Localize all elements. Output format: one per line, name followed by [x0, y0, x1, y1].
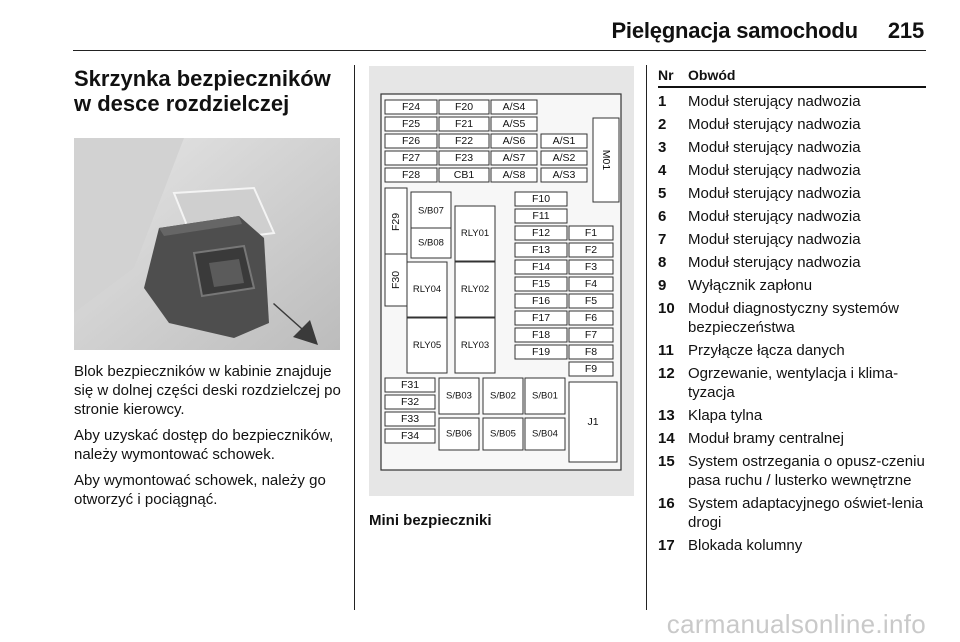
table-row [658, 276, 926, 295]
fuse-label: F7 [584, 329, 598, 341]
fuse-label: F12 [531, 227, 551, 239]
fuse-label: F30 [390, 270, 402, 290]
fuse-label: F18 [531, 329, 551, 341]
row-number: 13 [658, 407, 675, 424]
table-row [658, 92, 926, 111]
fuse-label: RLY02 [460, 284, 490, 295]
diagram-caption: Mini bezpieczniki [369, 512, 492, 529]
fuse-label: S/B05 [490, 428, 516, 440]
fuse-label: F15 [531, 278, 551, 290]
table-row [658, 341, 926, 360]
row-description: Moduł sterujący nadwozia [688, 139, 861, 156]
paragraph: Aby uzyskać dostęp do bezpieczników, należy wymontować schowek. [74, 427, 334, 463]
fuse-label: F26 [401, 135, 421, 147]
fuse-label: F27 [401, 152, 421, 164]
table-row [658, 115, 926, 134]
row-number: 4 [658, 162, 667, 179]
row-description: Moduł diagnostyczny systemów bezpieczeństwa [688, 300, 899, 336]
fuse-label: A/S7 [502, 152, 526, 164]
fuse-label: F6 [584, 312, 598, 324]
body-text [74, 362, 342, 509]
fuse-label: S/B01 [532, 390, 558, 402]
fuse-label: RLY05 [412, 340, 442, 351]
col-circuit-header: Obwód [688, 67, 736, 83]
fuse-label: F31 [400, 379, 420, 391]
row-number: 15 [658, 453, 675, 470]
row-number: 10 [658, 300, 675, 317]
row-number: 1 [658, 93, 667, 110]
row-number: 7 [658, 231, 667, 248]
fuse-label: M01 [600, 149, 612, 171]
fuse-label: F14 [531, 261, 551, 273]
fuse-label: CB1 [453, 169, 475, 181]
fuse-label: F19 [531, 346, 551, 358]
row-description: Moduł sterujący nadwozia [688, 254, 861, 271]
fuse-label: A/S6 [502, 135, 526, 147]
fuse-label: RLY04 [412, 284, 442, 295]
row-number: 12 [658, 365, 675, 382]
table-row [658, 253, 926, 272]
row-description: Blokada kolumny [688, 537, 803, 554]
fuse-label: F34 [400, 430, 420, 442]
row-description: Wyłącznik zapłonu [688, 277, 813, 294]
fuse-label: F24 [401, 101, 421, 113]
fuse-label: A/S1 [552, 135, 576, 147]
table-row [658, 494, 926, 532]
row-number: 17 [658, 537, 675, 554]
table-header [658, 66, 926, 88]
page-number: 215 [887, 18, 924, 43]
fuse-label: F13 [531, 244, 551, 256]
table-row [658, 161, 926, 180]
row-description: Moduł sterujący nadwozia [688, 162, 861, 179]
fuse-label: A/S8 [502, 169, 526, 181]
fuse-label: F33 [400, 413, 420, 425]
left-column [74, 66, 342, 516]
row-number: 9 [658, 277, 667, 294]
table-row [658, 184, 926, 203]
fuse-label: S/B02 [490, 390, 516, 402]
fuse-label: F1 [584, 227, 598, 239]
section-title: Skrzynka bezpieczników w desce rozdzielczej [74, 66, 331, 116]
fuse-label: F17 [531, 312, 551, 324]
table-row [658, 536, 926, 555]
row-number: 14 [658, 430, 675, 447]
fuse-label: F11 [532, 210, 550, 222]
fuse-label: F2 [584, 244, 598, 256]
row-description: Moduł sterujący nadwozia [688, 116, 861, 133]
fuse-label: F5 [584, 295, 598, 307]
fuse-label: F32 [400, 396, 420, 408]
fuse-label: F8 [584, 346, 598, 358]
row-number: 16 [658, 495, 675, 512]
fuse-label: S/B07 [418, 205, 444, 217]
table-row [658, 364, 926, 402]
fuse-label: S/B08 [418, 237, 444, 249]
header-rule [73, 50, 926, 51]
column-divider-right [646, 65, 647, 610]
fuse-label: A/S3 [552, 169, 576, 181]
fuse-label: F25 [401, 118, 421, 130]
fuse-label: F22 [454, 135, 474, 147]
table-row [658, 230, 926, 249]
fuse-box-photo [74, 138, 340, 350]
row-number: 5 [658, 185, 667, 202]
row-description: System adaptacyjnego oświet-lenia drogi [688, 495, 924, 531]
column-divider-left [354, 65, 355, 610]
paragraph: Aby wymontować schowek, należy go otworzyć i pociągnąć. [74, 472, 326, 508]
table-row [658, 452, 926, 490]
page-header [611, 18, 924, 44]
row-number: 11 [658, 342, 674, 359]
fuse-label: S/B04 [532, 428, 558, 440]
fuse-label: F16 [531, 295, 551, 307]
fuse-diagram [369, 66, 634, 496]
fuse-label: S/B06 [446, 428, 472, 440]
fuse-label: A/S4 [502, 101, 526, 113]
fuse-label: F28 [401, 169, 421, 181]
table-row [658, 429, 926, 448]
fuse-label: F4 [584, 278, 598, 290]
row-description: Klapa tylna [688, 407, 763, 424]
table-row [658, 406, 926, 425]
row-description: System ostrzegania o opusz-czeniu pasa ruchu / lusterko wewnętrzne [688, 453, 925, 489]
fuse-label: F20 [454, 101, 474, 113]
row-description: Przyłącze łącza danych [688, 342, 845, 359]
chapter-title: Pielęgnacja samochodu [611, 18, 858, 43]
row-description: Moduł sterujący nadwozia [688, 231, 861, 248]
table-row [658, 299, 926, 337]
fuse-label: J1 [587, 416, 599, 428]
fuse-label: F9 [584, 363, 598, 375]
row-number: 3 [658, 139, 667, 156]
fuse-label: RLY03 [460, 340, 490, 351]
row-number: 6 [658, 208, 667, 225]
row-number: 8 [658, 254, 667, 271]
col-nr-header: Nr [658, 67, 674, 83]
paragraph: Blok bezpieczników w kabinie znajduje się w dolnej części deski rozdzielczej po stronie kierowcy. [74, 363, 341, 418]
fuse-label: F21 [454, 118, 474, 130]
fuse-table [658, 92, 926, 555]
table-row [658, 207, 926, 226]
row-description: Moduł sterujący nadwozia [688, 93, 861, 110]
fuse-label: F10 [531, 193, 551, 205]
table-row [658, 138, 926, 157]
row-description: Moduł sterujący nadwozia [688, 185, 861, 202]
fuse-label: A/S2 [552, 152, 576, 164]
row-number: 2 [658, 116, 667, 133]
row-description: Moduł bramy centralnej [688, 430, 844, 447]
fuse-label: RLY01 [460, 228, 490, 239]
row-description: Ogrzewanie, wentylacja i klima-tyzacja [688, 365, 899, 401]
watermark: carmanualsonline.info [666, 609, 926, 639]
fuse-label: S/B03 [446, 390, 472, 402]
fuse-label: F3 [584, 261, 598, 273]
fuse-label: F29 [390, 212, 402, 232]
fuse-label: A/S5 [502, 118, 526, 130]
fuse-label: F23 [454, 152, 474, 164]
right-column [658, 66, 926, 555]
row-description: Moduł sterujący nadwozia [688, 208, 861, 225]
